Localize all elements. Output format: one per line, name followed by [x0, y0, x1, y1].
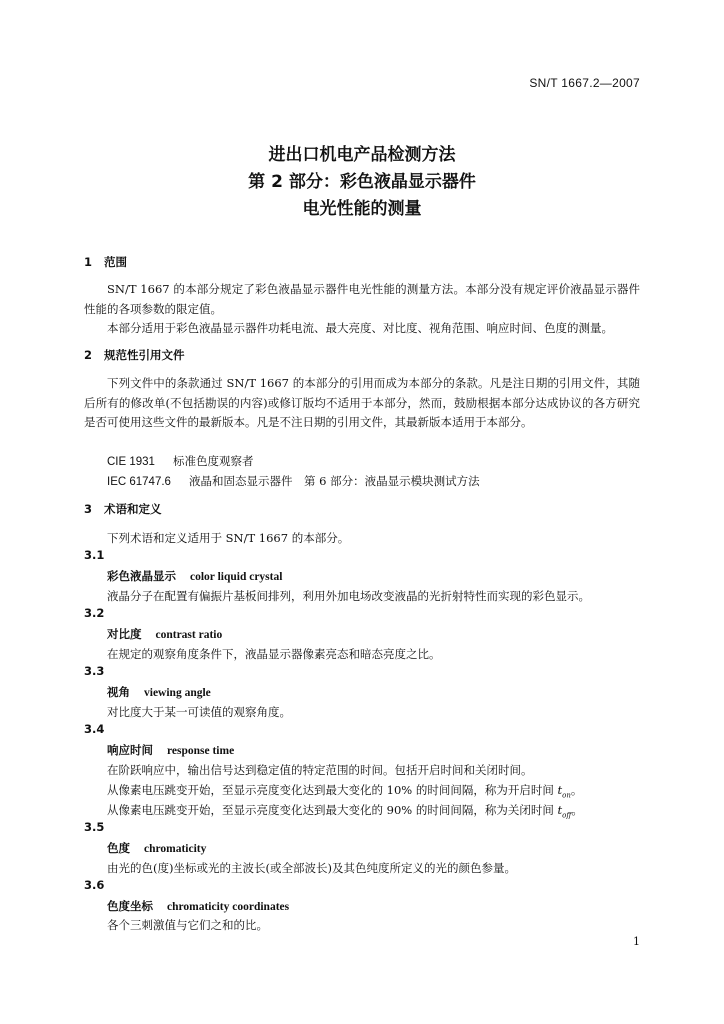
term-english: chromaticity	[144, 843, 207, 855]
term-chinese: 色度	[107, 841, 130, 855]
term-chinese: 彩色液晶显示	[107, 569, 176, 583]
term-definition-off-time: 从像素电压跳变开始，至显示亮度变化达到最大变化的 90% 的时间间隔，称为关闭时间 $t_{off}$。	[107, 803, 583, 820]
term-heading	[107, 898, 289, 914]
term-chinese: 视角	[107, 685, 130, 699]
section-3-heading	[84, 501, 162, 517]
term-definition: 在阶跃响应中，输出信号达到稳定值的特定范围的时间。包括开启时间和关闭时间。	[107, 763, 533, 777]
off-time-symbol: $t_{off}$	[557, 803, 572, 820]
section-3-intro: 下列术语和定义适用于 SN/T 1667 的本部分。	[107, 531, 350, 545]
on-time-symbol: $t_{on}$	[557, 783, 571, 800]
term-english: color liquid crystal	[190, 571, 283, 583]
on-time-text: 从像素电压跳变开始，至显示亮度变化达到最大变化的 10% 的时间间隔，称为开启时间	[107, 783, 554, 797]
term-english: contrast ratio	[155, 629, 223, 641]
clause-number: 3.2	[84, 606, 105, 620]
term-english: response time	[167, 745, 235, 757]
clause-number: 3.6	[84, 878, 105, 892]
reference-code: CIE 1931	[107, 456, 155, 468]
section-2-heading	[84, 347, 185, 363]
section-number: 3	[84, 502, 93, 516]
term-english: viewing angle	[144, 687, 211, 699]
section-title: 规范性引用文件	[104, 348, 185, 362]
title-line-1: 进出口机电产品检测方法	[268, 145, 456, 165]
clause-number: 3.3	[84, 664, 105, 678]
off-time-text: 从像素电压跳变开始，至显示亮度变化达到最大变化的 90% 的时间间隔，称为关闭时间	[107, 803, 554, 817]
term-chinese: 对比度	[107, 627, 142, 641]
term-chinese: 响应时间	[107, 743, 153, 757]
term-definition: 液晶分子在配置有偏振片基板间排列，利用外加电场改变液晶的光折射特性而实现的彩色显示。	[107, 589, 590, 603]
reference-item	[107, 453, 254, 469]
term-heading	[107, 742, 234, 758]
section-1-paragraph-1: SN/T 1667 的本部分规定了彩色液晶显示器件电光性能的测量方法。本部分没有规定评价液晶显示器件性能的各项参数的限定值。	[84, 282, 640, 316]
term-heading	[107, 568, 282, 584]
reference-title: 液晶和固态显示器件 第 6 部分：液晶显示模块测试方法	[189, 474, 480, 488]
section-1-paragraph-2: 本部分适用于彩色液晶显示器件功耗电流、最大亮度、对比度、视角范围、响应时间、色度的测量。	[107, 321, 613, 335]
page-number: 1	[633, 935, 640, 948]
term-chinese: 色度坐标	[107, 899, 153, 913]
term-definition: 在规定的观察角度条件下，液晶显示器像素亮态和暗态亮度之比。	[107, 647, 441, 661]
title-line-2: 第 2 部分：彩色液晶显示器件	[248, 172, 476, 192]
term-heading	[107, 840, 206, 856]
section-title: 范围	[104, 255, 127, 269]
clause-number: 3.4	[84, 722, 105, 736]
section-number: 1	[84, 255, 93, 269]
reference-title: 标准色度观察者	[173, 454, 254, 468]
term-definition: 由光的色(度)坐标或光的主波长(或全部波长)及其色纯度所定义的光的颜色参量。	[107, 861, 516, 875]
reference-item	[107, 473, 480, 489]
reference-code: IEC 61747.6	[107, 476, 171, 488]
term-definition: 对比度大于某一可读值的观察角度。	[107, 705, 291, 719]
section-1-heading	[84, 254, 127, 270]
term-english: chromaticity coordinates	[167, 901, 290, 913]
standard-code: SN/T 1667.2—2007	[529, 76, 640, 90]
section-2-paragraph: 下列文件中的条款通过 SN/T 1667 的本部分的引用而成为本部分的条款。凡是注日期的引用文件，其随后所有的修改单(不包括勘误的内容)或修订版均不适用于本部分，然而，鼓励根据本部分达成协议的各方研究是否可使用这些文件的最新版本。凡是不注日期的引用文件，其最新版本适用于本部分。	[84, 376, 640, 429]
clause-number: 3.1	[84, 548, 105, 562]
title-line-3: 电光性能的测量	[302, 199, 422, 219]
term-definition-on-time: 从像素电压跳变开始，至显示亮度变化达到最大变化的 10% 的时间间隔，称为开启时间 $t_{on}$。	[107, 783, 583, 800]
section-number: 2	[84, 348, 93, 362]
clause-number: 3.5	[84, 820, 105, 834]
term-heading	[107, 626, 222, 642]
term-definition: 各个三刺激值与它们之和的比。	[107, 918, 268, 932]
term-heading	[107, 684, 211, 700]
section-title: 术语和定义	[104, 502, 162, 516]
